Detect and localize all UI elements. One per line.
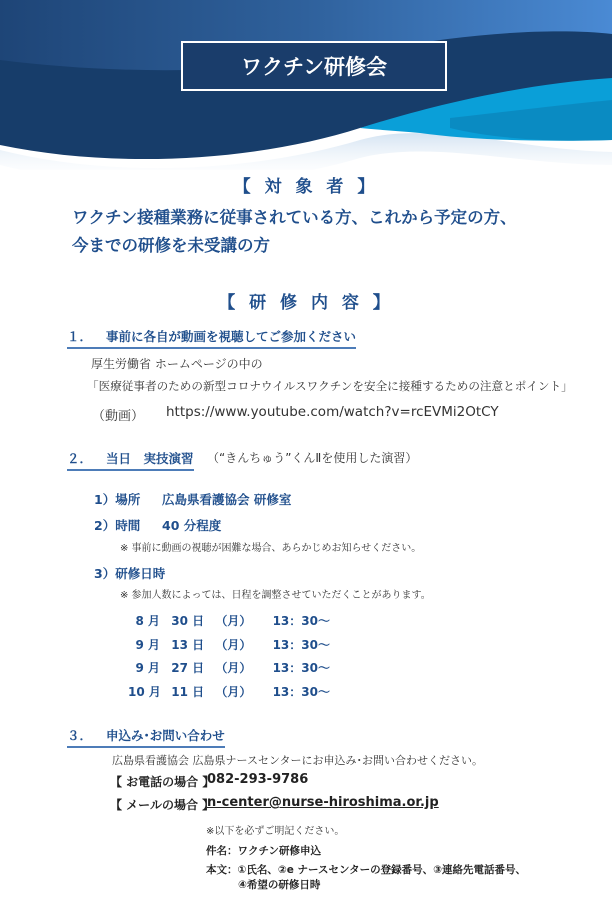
date-time: 13：30～ <box>272 614 330 628</box>
subject-label: 件名： <box>206 845 238 857</box>
schedule-note: ※ 参加人数によっては、日程を調整させていただくことがあります。 <box>120 590 431 601</box>
phone-number[interactable]: 082-293-9786 <box>207 772 309 787</box>
place-label: 1）場所 <box>94 492 141 507</box>
item1-title <box>67 327 356 349</box>
item3-title-text: 申込み･お問い合わせ <box>106 728 225 743</box>
date-month: 9 月 <box>135 661 160 675</box>
date-time: 13：30～ <box>272 685 330 699</box>
date-day: 13 日 <box>171 638 205 652</box>
header-banner <box>0 0 612 170</box>
body-line-2: ④希望の研修日時 <box>238 879 321 891</box>
body-row <box>206 862 526 877</box>
content-heading: 【 研 修 内 容 】 <box>218 293 394 313</box>
item3-intro: 広島県看護協会 広島県ナースセンターにお申込み･お問い合わせください。 <box>112 754 484 767</box>
date-month: 9 月 <box>135 638 160 652</box>
item2-number: ２． <box>67 451 93 466</box>
item1-video-label: （動画） <box>92 409 145 424</box>
target-heading: 【 対 象 者 】 <box>233 177 379 197</box>
page-title: ワクチン研修会 <box>181 41 447 91</box>
date-time: 13：30～ <box>272 638 330 652</box>
schedule-date-row <box>128 683 330 700</box>
time-label: 2）時間 <box>94 518 141 533</box>
schedule-label: 3）研修日時 <box>94 566 166 581</box>
target-line-1: ワクチン接種業務に従事されている方、これから予定の方、 <box>72 208 517 227</box>
mail-label: 【 メールの場合 】 <box>110 798 215 812</box>
item1-line-2: 「医療従事者のための新型コロナウイルスワクチンを安全に接種するための注意とポイント」 <box>87 379 573 393</box>
item1-line-1: 厚生労働省 ホームページの中の <box>91 357 263 371</box>
item3-number: ３． <box>67 728 93 743</box>
subject-value: ワクチン研修申込 <box>237 845 321 857</box>
schedule-date-row <box>128 636 330 653</box>
date-day: 30 日 <box>171 614 205 628</box>
place-value: 広島県看護協会 研修室 <box>162 492 292 507</box>
date-weekday: （月） <box>215 661 252 675</box>
date-weekday: （月） <box>215 614 252 628</box>
subject-row <box>206 843 321 858</box>
item1-video-url[interactable]: https://www.youtube.com/watch?v=rcEVMi2OtCY <box>166 404 499 420</box>
schedule-date-row <box>128 659 330 676</box>
body-line-1: ①氏名、②e ナースセンターの登録番号、③連絡先電話番号、 <box>237 864 527 876</box>
mail-note: ※以下を必ずご明記ください。 <box>206 826 345 837</box>
item1-title-text: 事前に各自が動画を視聴してご参加ください <box>106 329 357 344</box>
date-day: 27 日 <box>171 661 205 675</box>
item2-subtitle-note: （“きんちゅう”くんⅡを使用した演習） <box>207 451 418 465</box>
date-day: 11 日 <box>171 685 205 699</box>
item2-title <box>67 449 194 471</box>
item2-title-text: 当日 実技演習 <box>106 451 194 466</box>
schedule-date-row <box>128 612 330 629</box>
target-line-2: 今までの研修を未受講の方 <box>72 236 270 255</box>
email-link[interactable]: n-center@nurse-hiroshima.or.jp <box>207 795 439 810</box>
date-weekday: （月） <box>215 638 252 652</box>
time-note: ※ 事前に動画の視聴が困難な場合、あらかじめお知らせください。 <box>120 543 422 554</box>
date-month: 10 月 <box>128 685 161 699</box>
date-month: 8 月 <box>135 614 160 628</box>
time-value: 40 分程度 <box>162 518 222 533</box>
date-weekday: （月） <box>215 685 252 699</box>
date-time: 13：30～ <box>272 661 330 675</box>
item1-number: １． <box>67 329 93 344</box>
item3-title <box>67 726 225 748</box>
body-label: 本文： <box>206 864 238 876</box>
phone-label: 【 お電話の場合 】 <box>110 775 215 789</box>
